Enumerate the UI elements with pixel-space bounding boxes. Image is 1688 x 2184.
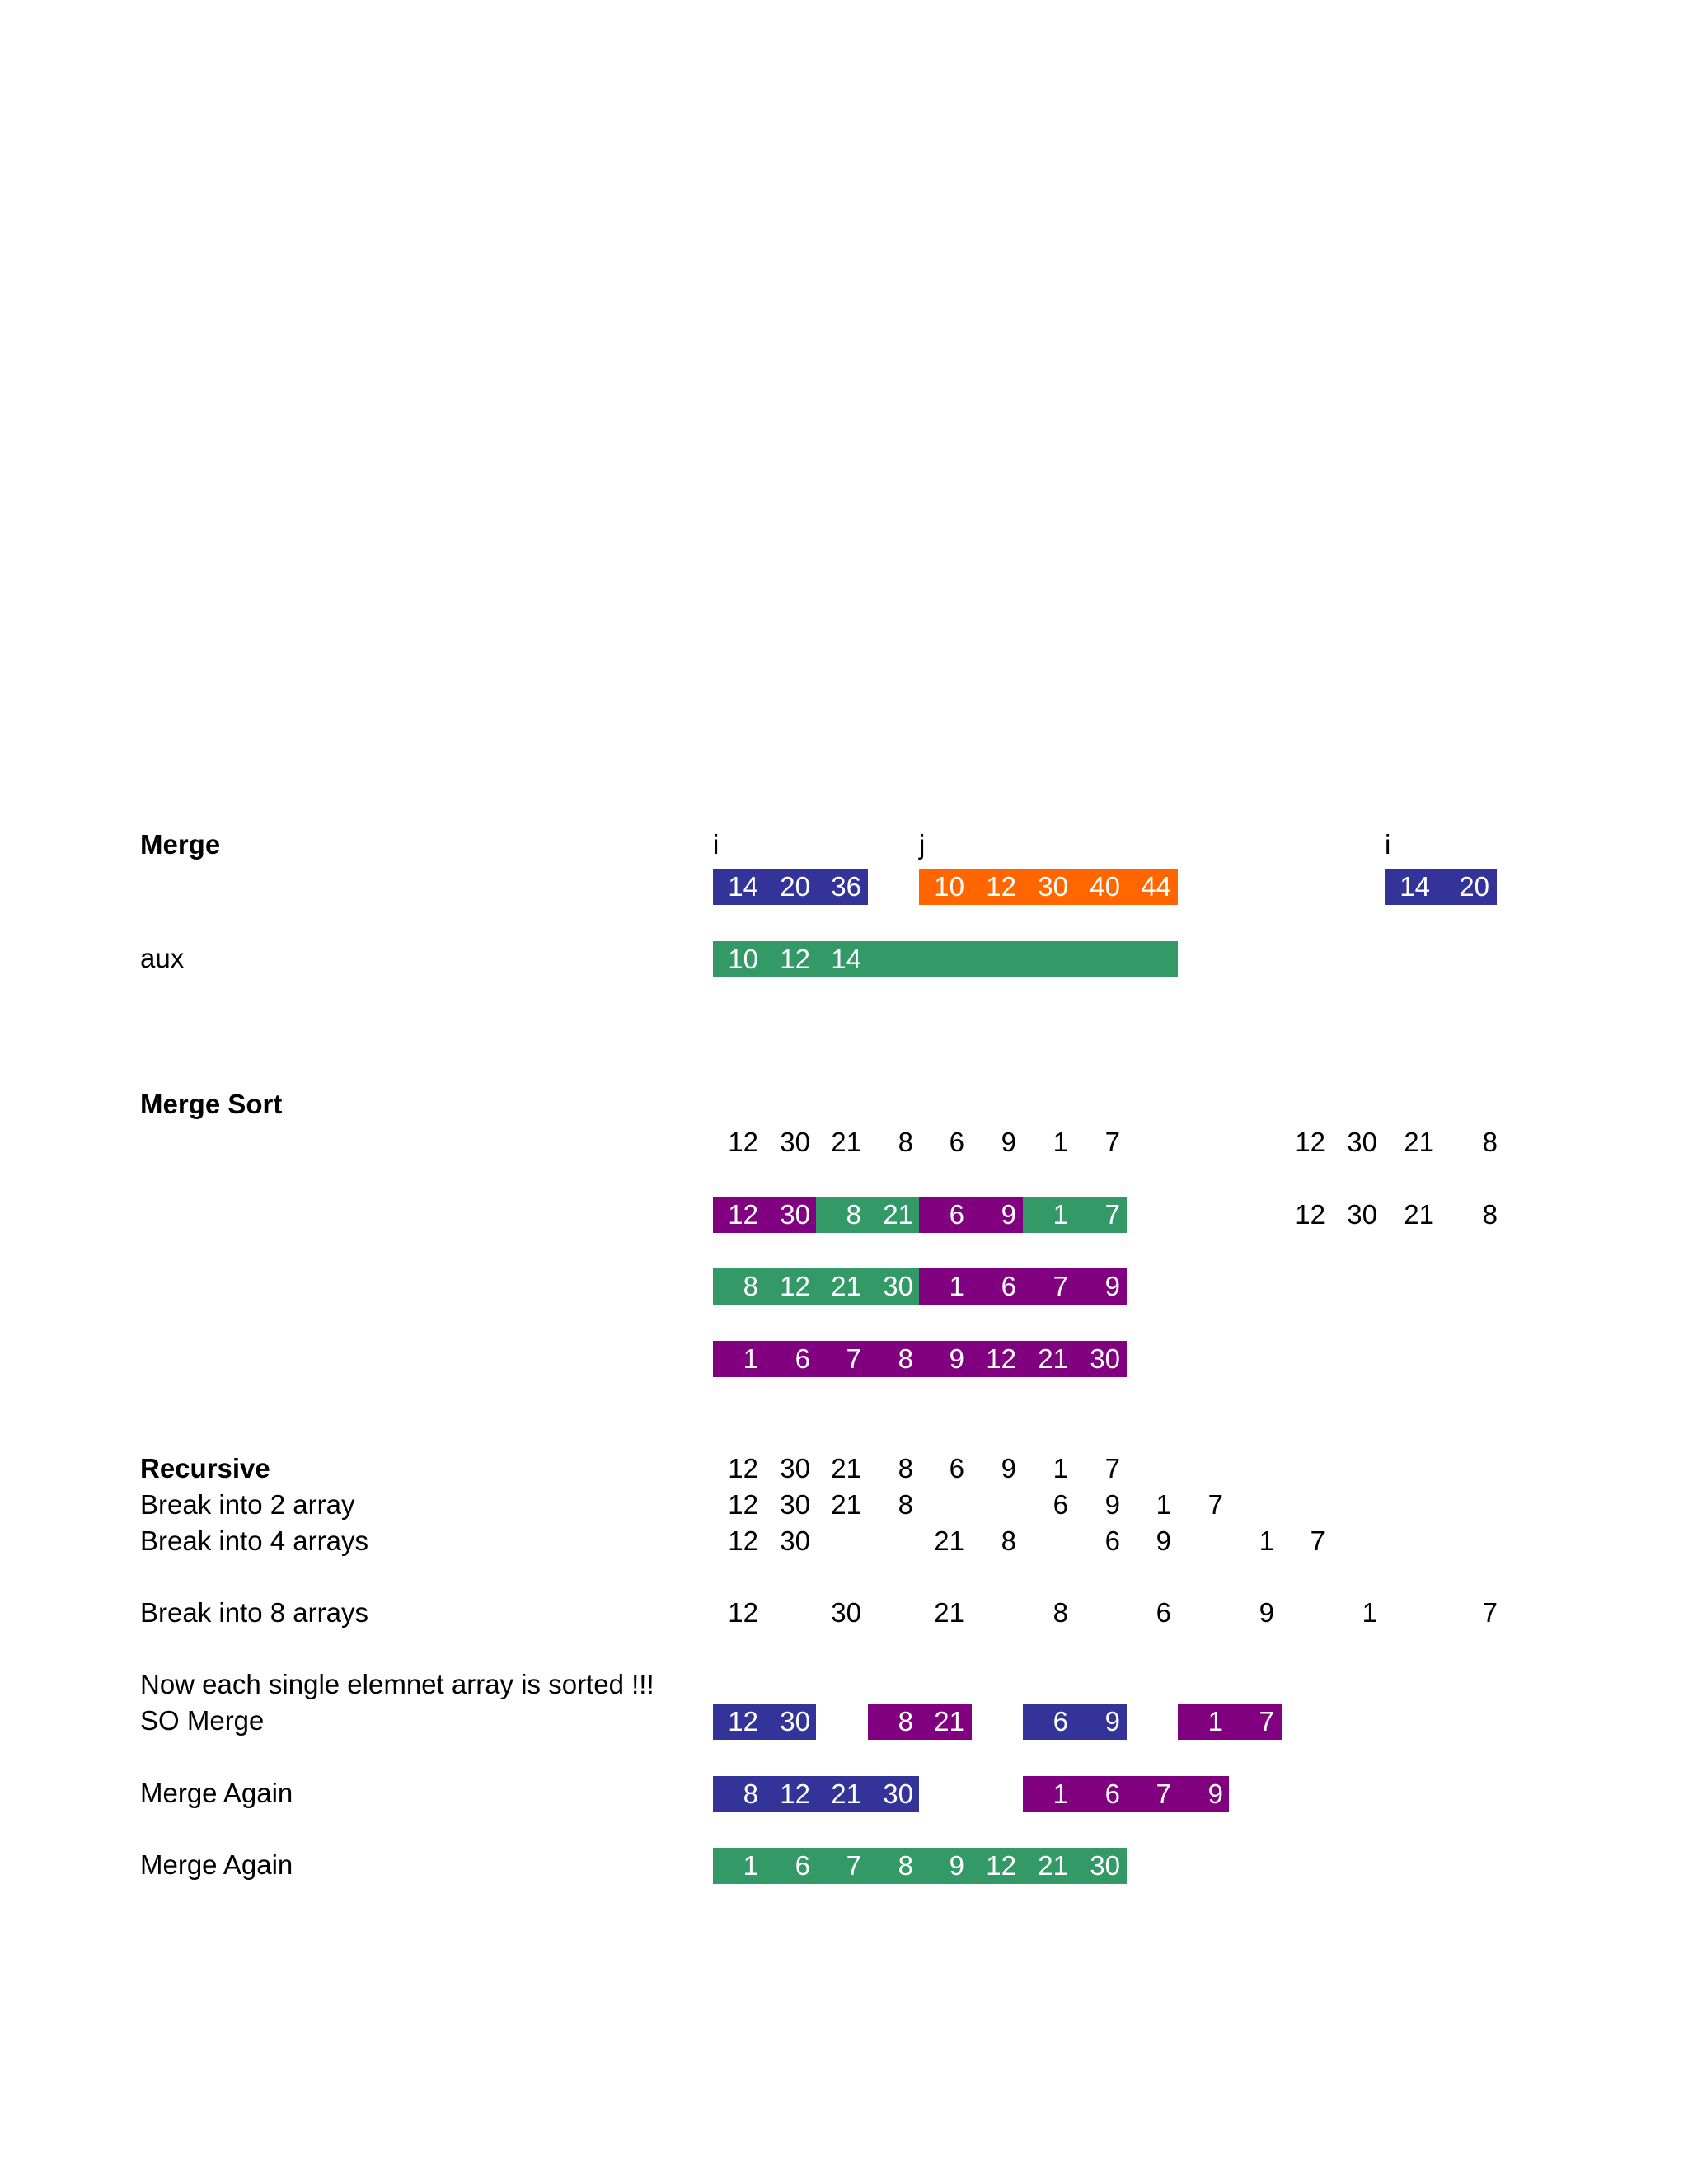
merge-sort-row1-cell: 7: [1104, 1127, 1120, 1157]
break8-cell: 30: [831, 1597, 861, 1628]
merge-sort-row3-cell: 30: [883, 1271, 913, 1301]
merge-sort-row2-cell: 7: [1104, 1199, 1120, 1230]
right-copy-cell: 20: [1459, 871, 1489, 902]
break8-cell: 9: [1259, 1597, 1274, 1628]
merge-again-1-cell: 30: [883, 1779, 913, 1809]
merge-sort-row1-cell: 1: [1053, 1127, 1068, 1157]
merge-sort-row1-right-cell: 21: [1404, 1127, 1434, 1157]
pointer-j: j: [919, 829, 926, 860]
break2-cell: 1: [1156, 1489, 1171, 1520]
break8-cell: 21: [934, 1597, 964, 1628]
so-merge-label: SO Merge: [140, 1705, 265, 1736]
merge-sort-row4-cell: 9: [949, 1343, 964, 1374]
break8-cell: 8: [1053, 1597, 1068, 1628]
merge-sort-row2-cell: 21: [883, 1199, 913, 1230]
merge-sort-row1-cell: 30: [780, 1127, 810, 1157]
merge-again-2-cell: 30: [1090, 1850, 1120, 1881]
break2-cell: 7: [1207, 1489, 1223, 1520]
merge-sort-row4-cell: 12: [986, 1343, 1016, 1374]
merge-again-1-cell: 6: [1104, 1779, 1120, 1809]
break2-cell: 9: [1104, 1489, 1120, 1520]
break-into-4-label: Break into 4 arrays: [140, 1526, 368, 1556]
pointer-i: i: [713, 829, 720, 860]
break-into-2-label: Break into 2 array: [140, 1489, 355, 1520]
merge-sort-row3-cell: 6: [1001, 1271, 1016, 1301]
break2-cell: 30: [780, 1489, 810, 1520]
left-array-cell: 36: [831, 871, 861, 902]
merge-sort-row3-cell: 7: [1053, 1271, 1068, 1301]
merge-again-2-cell: 1: [743, 1850, 758, 1881]
so-merge-cell: 8: [898, 1706, 913, 1736]
recursive-title: Recursive: [140, 1453, 270, 1483]
merge-sort-row1-right-cell: 12: [1295, 1127, 1325, 1157]
merge-sort-row3-cell: 21: [831, 1271, 861, 1301]
aux-array-cell: 12: [780, 944, 810, 974]
merge-sort-row4-cell: 6: [795, 1343, 810, 1374]
so-merge-cell: 12: [728, 1706, 758, 1736]
break2-cell: 21: [831, 1489, 861, 1520]
merge-sort-row2-cell: 6: [949, 1199, 964, 1230]
so-merge-cell: 21: [934, 1706, 964, 1736]
merge-sort-row4-cell: 7: [846, 1343, 861, 1374]
recursive-row-cell: 7: [1104, 1453, 1120, 1483]
pointer-i-right: i: [1385, 829, 1391, 860]
so-merge-cell: 30: [780, 1706, 810, 1736]
right-array-cell: 30: [1038, 871, 1068, 902]
merge-sort-row2-cell: 8: [846, 1199, 861, 1230]
merge-again-2-cell: 12: [986, 1850, 1016, 1881]
merge-sort-row1-cell: 6: [949, 1127, 964, 1157]
break4-cell: 7: [1310, 1526, 1325, 1556]
right-array-cell: 44: [1141, 871, 1171, 902]
aux-array-cell: 14: [831, 944, 861, 974]
merge-sort-row1-right-cell: 8: [1482, 1127, 1498, 1157]
left-array-cell: 20: [780, 871, 810, 902]
recursive-row-cell: 9: [1001, 1453, 1016, 1483]
merge-again-2-cell: 21: [1038, 1850, 1068, 1881]
merge-again-1-cell: 21: [831, 1779, 861, 1809]
break4-cell: 8: [1001, 1526, 1016, 1556]
recursive-row-cell: 8: [898, 1453, 913, 1483]
break-into-8-label: Break into 8 arrays: [140, 1597, 368, 1628]
aux-label: aux: [140, 943, 185, 973]
merge-title: Merge: [140, 829, 221, 860]
so-merge-cell: 9: [1104, 1706, 1120, 1736]
merge-again-2-cell: 7: [846, 1850, 861, 1881]
merge-sort-row1-cell: 9: [1001, 1127, 1016, 1157]
merge-sort-row2-right-cell: 30: [1347, 1199, 1377, 1230]
right-array-cell: 12: [986, 871, 1016, 902]
merge-sort-row3-cell: 8: [743, 1271, 758, 1301]
merge-sort-row2-cell: 12: [728, 1199, 758, 1230]
merge-again-2-cell: 8: [898, 1850, 913, 1881]
recursive-row-cell: 30: [780, 1453, 810, 1483]
break8-cell: 12: [728, 1597, 758, 1628]
left-array-cell: 14: [728, 871, 758, 902]
merge-sort-row1-right-cell: 30: [1347, 1127, 1377, 1157]
merge-again-2-cell: 6: [795, 1850, 810, 1881]
right-copy-cell: 14: [1400, 871, 1430, 902]
merge-sort-row2-cell: 9: [1001, 1199, 1016, 1230]
merge-sort-row1-cell: 21: [831, 1127, 861, 1157]
break4-cell: 21: [934, 1526, 964, 1556]
merge-sort-row3-cell: 1: [949, 1271, 964, 1301]
so-merge-cell: 1: [1207, 1706, 1223, 1736]
merge-again-1-cell: 12: [780, 1779, 810, 1809]
break4-cell: 12: [728, 1526, 758, 1556]
break2-cell: 6: [1053, 1489, 1068, 1520]
merge-sort-row1-cell: 8: [898, 1127, 913, 1157]
break8-cell: 7: [1482, 1597, 1498, 1628]
right-array-cell: 10: [934, 871, 964, 902]
aux-array-cell: 10: [728, 944, 758, 974]
break4-cell: 6: [1104, 1526, 1120, 1556]
merge-sort-title: Merge Sort: [140, 1089, 283, 1119]
merge-sort-row3-cell: 9: [1104, 1271, 1120, 1301]
merge-sort-row2-right-cell: 21: [1404, 1199, 1434, 1230]
sorted-note: Now each single elemnet array is sorted !!!: [140, 1669, 654, 1699]
merge-again-2-cell: 9: [949, 1850, 964, 1881]
break8-cell: 6: [1156, 1597, 1171, 1628]
merge-sort-row4-cell: 30: [1090, 1343, 1120, 1374]
merge-again-1-cell: 1: [1053, 1779, 1068, 1809]
merge-again-1-label: Merge Again: [140, 1778, 293, 1808]
recursive-row-cell: 21: [831, 1453, 861, 1483]
recursive-row-cell: 1: [1053, 1453, 1068, 1483]
merge-sort-row2-cell: 1: [1053, 1199, 1068, 1230]
recursive-row-cell: 12: [728, 1453, 758, 1483]
merge-again-1-cell: 7: [1156, 1779, 1171, 1809]
break2-cell: 12: [728, 1489, 758, 1520]
merge-sort-row2-right-cell: 8: [1482, 1199, 1498, 1230]
merge-sort-row4-cell: 21: [1038, 1343, 1068, 1374]
merge-sort-row4-cell: 8: [898, 1343, 913, 1374]
merge-sort-row3-cell: 12: [780, 1271, 810, 1301]
break2-cell: 8: [898, 1489, 913, 1520]
merge-again-2-label: Merge Again: [140, 1849, 293, 1880]
merge-sort-row2-cell: 30: [780, 1199, 810, 1230]
right-array-cell: 40: [1090, 871, 1120, 902]
break4-cell: 9: [1156, 1526, 1171, 1556]
merge-sort-row4-cell: 1: [743, 1343, 758, 1374]
merge-again-1-cell: 9: [1207, 1779, 1223, 1809]
break4-cell: 30: [780, 1526, 810, 1556]
so-merge-cell: 6: [1053, 1706, 1068, 1736]
merge-sort-row1-cell: 12: [728, 1127, 758, 1157]
merge-again-1-cell: 8: [743, 1779, 758, 1809]
merge-sort-row2-right-cell: 12: [1295, 1199, 1325, 1230]
recursive-row-cell: 6: [949, 1453, 964, 1483]
break8-cell: 1: [1362, 1597, 1377, 1628]
so-merge-cell: 7: [1259, 1706, 1274, 1736]
break4-cell: 1: [1259, 1526, 1274, 1556]
